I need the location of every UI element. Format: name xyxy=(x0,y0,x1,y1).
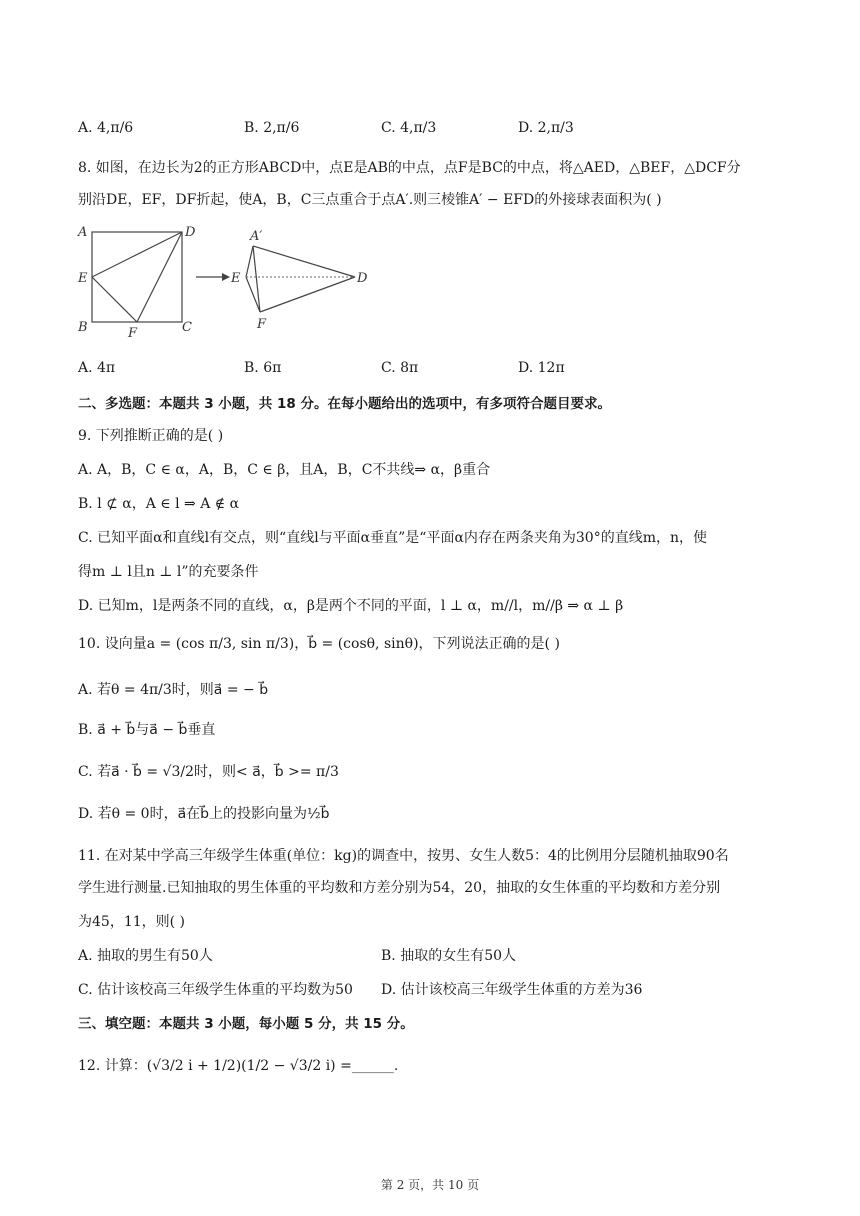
label-f: F xyxy=(128,326,138,340)
q8-figure xyxy=(74,220,374,340)
square-abcd xyxy=(92,232,182,322)
q7-option-c: C. 4,π/3 xyxy=(381,120,437,136)
q8-stem-line2: 别沿DE，EF，DF折起，使A，B，C三点重合于点A′.则三棱锥A′ − EFD的外接球表面积为( ) xyxy=(78,192,662,208)
edge-ad xyxy=(253,246,355,277)
q11-stem-line2: 学生进行测量.已知抽取的男生体重的平均数和方差分别为54，20，抽取的女生体重的平均数和方差分别 xyxy=(78,880,721,896)
q11-option-a: A. 抽取的男生有50人 xyxy=(78,948,213,964)
q7-option-d: D. 2,π/3 xyxy=(518,120,574,136)
label-e2: E xyxy=(231,271,241,286)
q11-option-d: D. 估计该校高三年级学生体重的方差为36 xyxy=(381,982,643,998)
q11-option-b: B. 抽取的女生有50人 xyxy=(381,948,517,964)
q8-option-d: D. 12π xyxy=(518,360,565,376)
edge-ea xyxy=(246,246,253,277)
q10-option-c: C. 若a⃗ · b⃗ = √3/2时，则< a⃗，b⃗ >= π/3 xyxy=(78,764,339,780)
section-2-heading: 二、多选题：本题共 3 小题，共 18 分。在每小题给出的选项中，有多项符合题目要求。 xyxy=(78,396,611,412)
label-a-prime: A′ xyxy=(250,229,263,244)
label-c: C xyxy=(182,320,192,335)
segment-fd xyxy=(137,232,182,322)
q7-option-a: A. 4,π/6 xyxy=(78,120,134,136)
page-footer: 第 2 页，共 10 页 xyxy=(380,1178,480,1192)
label-a: A xyxy=(78,225,88,240)
q9-option-a: A. A，B，C ∈ α，A，B，C ∈ β，且A，B，C不共线⇒ α，β重合 xyxy=(78,462,491,478)
q8-stem-line1: 8. 如图，在边长为2的正方形ABCD中，点E是AB的中点，点F是BC的中点，将△AED，△BEF，△DCF分 xyxy=(78,160,741,176)
q11-option-c: C. 估计该校高三年级学生体重的平均数为50 xyxy=(78,982,353,998)
q7-option-b: B. 2,π/6 xyxy=(244,120,300,136)
q9-option-b: B. l ⊄ α，A ∈ l ⇒ A ∉ α xyxy=(78,496,240,512)
q10-option-d: D. 若θ = 0时，a⃗在b⃗上的投影向量为½b⃗ xyxy=(78,806,330,822)
segment-ef xyxy=(92,277,137,322)
q11-stem-line1: 11. 在对某中学高三年级学生体重(单位：kg)的调查中，按男、女生人数5：4的比例用分层随机抽取90名 xyxy=(78,848,729,864)
q10-stem: 10. 设向量a = (cos π/3, sin π/3)，b⃗ = (cosθ, sinθ)，下列说法正确的是( ) xyxy=(78,636,560,652)
arrow-head xyxy=(222,273,230,281)
q9-option-d: D. 已知m，l是两条不同的直线，α，β是两个不同的平面，l ⊥ α，m//l，m//β ⇒ α ⊥ β xyxy=(78,598,624,614)
q8-option-b: B. 6π xyxy=(244,360,282,376)
q9-option-c-line2: 得m ⊥ l且n ⊥ l”的充要条件 xyxy=(78,564,259,580)
q9-option-c-line1: C. 已知平面α和直线l有交点，则“直线l与平面α垂直”是“平面α内存在两条夹角为30°的直线m，n，使 xyxy=(78,530,708,546)
segment-ed xyxy=(92,232,182,277)
q8-option-a: A. 4π xyxy=(78,360,116,376)
q12-stem: 12. 计算：(√3/2 i + 1/2)(1/2 − √3/2 i) =______. xyxy=(78,1058,399,1074)
label-b: B xyxy=(78,320,88,335)
label-d: D xyxy=(185,225,196,240)
edge-fd xyxy=(260,277,355,312)
label-e: E xyxy=(78,271,88,286)
section-3-heading: 三、填空题：本题共 3 小题，每小题 5 分，共 15 分。 xyxy=(78,1016,414,1032)
q10-option-a: A. 若θ = 4π/3时，则a⃗ = − b⃗ xyxy=(78,682,269,698)
q9-stem: 9. 下列推断正确的是( ) xyxy=(78,428,224,444)
q10-option-b: B. a⃗ + b⃗与a⃗ − b⃗垂直 xyxy=(78,722,216,738)
q11-stem-line3: 为45，11，则( ) xyxy=(78,914,186,930)
label-d2: D xyxy=(357,271,368,286)
q8-option-c: C. 8π xyxy=(381,360,419,376)
label-f2: F xyxy=(257,317,267,332)
